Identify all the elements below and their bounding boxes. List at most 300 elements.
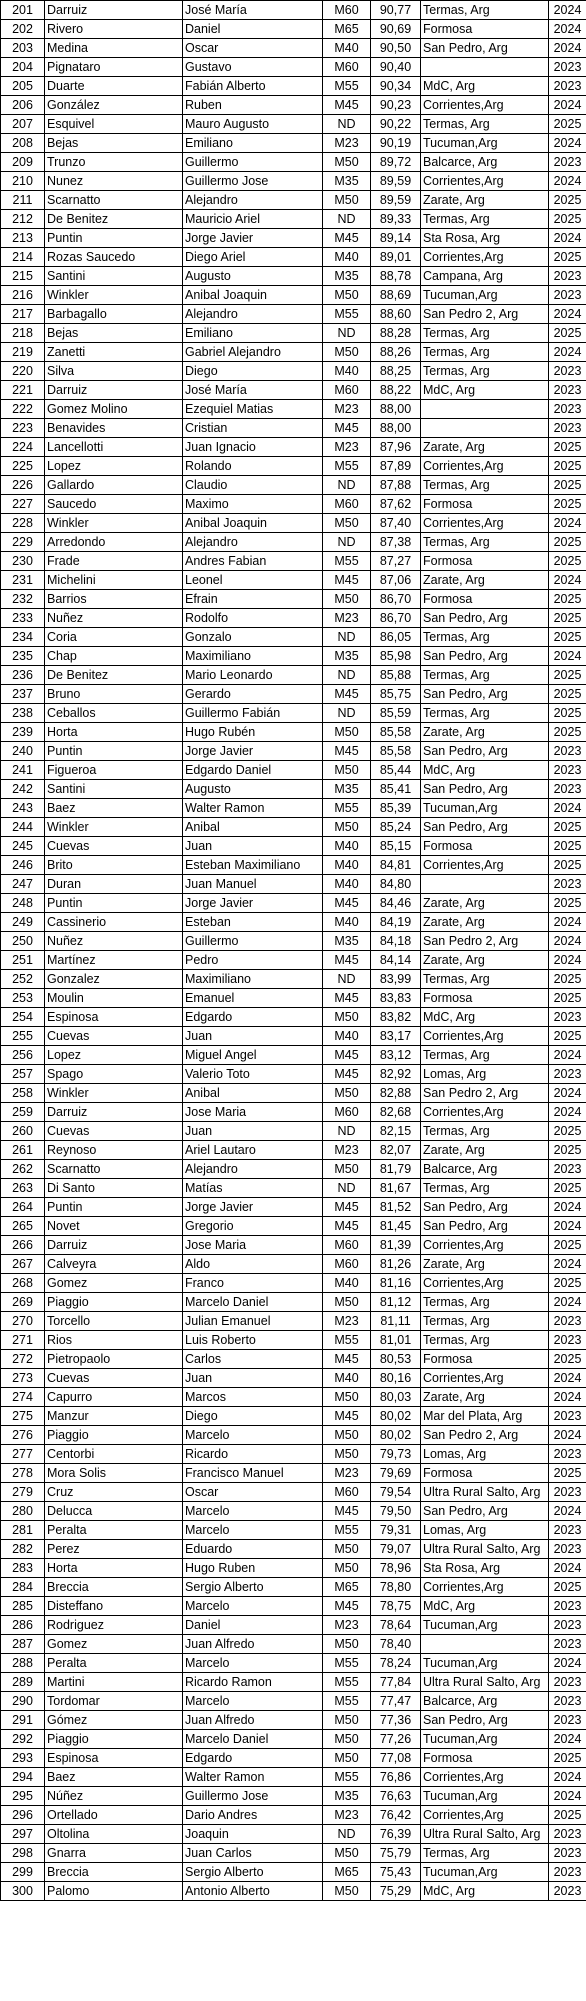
surname-cell: De Benitez: [45, 666, 183, 685]
first-name-cell: Mauro Augusto: [183, 115, 323, 134]
table-row: [1, 1692, 586, 1711]
location-cell: Lomas, Arg: [421, 1445, 549, 1464]
rank-cell: 283: [1, 1559, 45, 1578]
location-cell: Lomas, Arg: [421, 1065, 549, 1084]
surname-cell: Winkler: [45, 286, 183, 305]
year-cell: 2023: [549, 1331, 586, 1350]
year-cell: 2023: [549, 1616, 586, 1635]
table-row: [1, 647, 586, 666]
location-cell: Formosa: [421, 1749, 549, 1768]
surname-cell: Delucca: [45, 1502, 183, 1521]
surname-cell: Nuñez: [45, 609, 183, 628]
location-cell: MdC, Arg: [421, 77, 549, 96]
first-name-cell: Diego: [183, 1407, 323, 1426]
category-cell: M55: [323, 305, 371, 324]
rank-cell: 266: [1, 1236, 45, 1255]
category-cell: M45: [323, 419, 371, 438]
first-name-cell: Anibal Joaquin: [183, 286, 323, 305]
category-cell: M50: [323, 1730, 371, 1749]
year-cell: 2023: [549, 1882, 586, 1901]
location-cell: Ultra Rural Salto, Arg: [421, 1483, 549, 1502]
table-row: [1, 58, 586, 77]
table-row: [1, 1882, 586, 1901]
score-cell: 90,23: [371, 96, 421, 115]
year-cell: 2023: [549, 381, 586, 400]
rank-cell: 261: [1, 1141, 45, 1160]
rank-cell: 249: [1, 913, 45, 932]
score-cell: 84,46: [371, 894, 421, 913]
category-cell: M50: [323, 1084, 371, 1103]
category-cell: M40: [323, 39, 371, 58]
table-row: [1, 1426, 586, 1445]
location-cell: Balcarce, Arg: [421, 1692, 549, 1711]
first-name-cell: Gerardo: [183, 685, 323, 704]
location-cell: Sta Rosa, Arg: [421, 229, 549, 248]
surname-cell: Piaggio: [45, 1730, 183, 1749]
rank-cell: 207: [1, 115, 45, 134]
table-row: [1, 552, 586, 571]
category-cell: ND: [323, 1825, 371, 1844]
year-cell: 2025: [549, 856, 586, 875]
surname-cell: Cuevas: [45, 1027, 183, 1046]
location-cell: Termas, Arg: [421, 533, 549, 552]
table-row: [1, 571, 586, 590]
table-row: [1, 77, 586, 96]
surname-cell: Arredondo: [45, 533, 183, 552]
score-cell: 81,11: [371, 1312, 421, 1331]
score-cell: 90,50: [371, 39, 421, 58]
table-row: [1, 723, 586, 742]
category-cell: M40: [323, 248, 371, 267]
location-cell: Corrientes,Arg: [421, 1236, 549, 1255]
surname-cell: Rozas Saucedo: [45, 248, 183, 267]
first-name-cell: Mario Leonardo: [183, 666, 323, 685]
score-cell: 87,06: [371, 571, 421, 590]
first-name-cell: Alejandro: [183, 191, 323, 210]
surname-cell: Scarnatto: [45, 1160, 183, 1179]
rank-cell: 223: [1, 419, 45, 438]
rank-cell: 230: [1, 552, 45, 571]
first-name-cell: Franco: [183, 1274, 323, 1293]
first-name-cell: Jose Maria: [183, 1103, 323, 1122]
location-cell: San Pedro 2, Arg: [421, 932, 549, 951]
score-cell: 88,69: [371, 286, 421, 305]
category-cell: M45: [323, 1350, 371, 1369]
rank-cell: 292: [1, 1730, 45, 1749]
category-cell: M55: [323, 1673, 371, 1692]
rank-cell: 250: [1, 932, 45, 951]
category-cell: M50: [323, 1388, 371, 1407]
category-cell: M45: [323, 96, 371, 115]
first-name-cell: Edgardo: [183, 1008, 323, 1027]
category-cell: M50: [323, 1008, 371, 1027]
surname-cell: Breccia: [45, 1578, 183, 1597]
location-cell: Corrientes,Arg: [421, 1027, 549, 1046]
first-name-cell: Marcelo: [183, 1502, 323, 1521]
location-cell: San Pedro, Arg: [421, 742, 549, 761]
table-row: [1, 1198, 586, 1217]
first-name-cell: Walter Ramon: [183, 799, 323, 818]
first-name-cell: Miguel Angel: [183, 1046, 323, 1065]
category-cell: M23: [323, 1616, 371, 1635]
year-cell: 2023: [549, 1483, 586, 1502]
score-cell: 84,18: [371, 932, 421, 951]
surname-cell: Santini: [45, 780, 183, 799]
table-row: [1, 1179, 586, 1198]
surname-cell: Baez: [45, 1768, 183, 1787]
location-cell: Termas, Arg: [421, 704, 549, 723]
year-cell: 2025: [549, 476, 586, 495]
first-name-cell: Maximo: [183, 495, 323, 514]
rank-cell: 282: [1, 1540, 45, 1559]
category-cell: M23: [323, 1312, 371, 1331]
surname-cell: Winkler: [45, 818, 183, 837]
rank-cell: 278: [1, 1464, 45, 1483]
year-cell: 2023: [549, 286, 586, 305]
table-row: [1, 1768, 586, 1787]
table-row: [1, 1369, 586, 1388]
table-row: [1, 932, 586, 951]
location-cell: San Pedro, Arg: [421, 780, 549, 799]
first-name-cell: Francisco Manuel: [183, 1464, 323, 1483]
category-cell: ND: [323, 970, 371, 989]
year-cell: 2023: [549, 875, 586, 894]
location-cell: San Pedro, Arg: [421, 39, 549, 58]
year-cell: 2023: [549, 761, 586, 780]
surname-cell: Di Santo: [45, 1179, 183, 1198]
surname-cell: Duarte: [45, 77, 183, 96]
first-name-cell: Sergio Alberto: [183, 1578, 323, 1597]
table-row: [1, 1597, 586, 1616]
rank-cell: 273: [1, 1369, 45, 1388]
location-cell: Zarate, Arg: [421, 723, 549, 742]
surname-cell: Duran: [45, 875, 183, 894]
surname-cell: Bruno: [45, 685, 183, 704]
table-row: [1, 989, 586, 1008]
table-row: [1, 1787, 586, 1806]
rank-cell: 290: [1, 1692, 45, 1711]
surname-cell: Bejas: [45, 324, 183, 343]
first-name-cell: Carlos: [183, 1350, 323, 1369]
rank-cell: 265: [1, 1217, 45, 1236]
year-cell: 2023: [549, 1825, 586, 1844]
surname-cell: Darruiz: [45, 1236, 183, 1255]
table-row: [1, 1654, 586, 1673]
year-cell: 2024: [549, 20, 586, 39]
year-cell: 2025: [549, 248, 586, 267]
year-cell: 2025: [549, 115, 586, 134]
year-cell: 2023: [549, 419, 586, 438]
table-row: [1, 1806, 586, 1825]
year-cell: 2024: [549, 1198, 586, 1217]
score-cell: 81,26: [371, 1255, 421, 1274]
table-row: [1, 1, 586, 20]
surname-cell: Manzur: [45, 1407, 183, 1426]
rank-cell: 289: [1, 1673, 45, 1692]
score-cell: 83,82: [371, 1008, 421, 1027]
table-row: [1, 1103, 586, 1122]
surname-cell: Cuevas: [45, 1122, 183, 1141]
first-name-cell: Ricardo: [183, 1445, 323, 1464]
surname-cell: Reynoso: [45, 1141, 183, 1160]
year-cell: 2025: [549, 590, 586, 609]
category-cell: M50: [323, 514, 371, 533]
category-cell: M50: [323, 1160, 371, 1179]
table-row: [1, 1388, 586, 1407]
year-cell: 2024: [549, 514, 586, 533]
category-cell: M50: [323, 1749, 371, 1768]
year-cell: 2024: [549, 1502, 586, 1521]
surname-cell: Lancellotti: [45, 438, 183, 457]
category-cell: ND: [323, 324, 371, 343]
location-cell: Termas, Arg: [421, 210, 549, 229]
score-cell: 86,70: [371, 590, 421, 609]
location-cell: Zarate, Arg: [421, 913, 549, 932]
table-row: [1, 1464, 586, 1483]
score-cell: 88,25: [371, 362, 421, 381]
rank-cell: 248: [1, 894, 45, 913]
year-cell: 2024: [549, 913, 586, 932]
year-cell: 2023: [549, 58, 586, 77]
location-cell: Ultra Rural Salto, Arg: [421, 1673, 549, 1692]
category-cell: ND: [323, 1122, 371, 1141]
location-cell: Termas, Arg: [421, 970, 549, 989]
location-cell: MdC, Arg: [421, 1008, 549, 1027]
score-cell: 80,03: [371, 1388, 421, 1407]
first-name-cell: Juan Alfredo: [183, 1711, 323, 1730]
first-name-cell: Marcelo Daniel: [183, 1730, 323, 1749]
year-cell: 2023: [549, 77, 586, 96]
table-row: [1, 704, 586, 723]
first-name-cell: Guillermo: [183, 153, 323, 172]
category-cell: M35: [323, 1787, 371, 1806]
score-cell: 80,02: [371, 1426, 421, 1445]
table-row: [1, 1749, 586, 1768]
location-cell: Balcarce, Arg: [421, 153, 549, 172]
rank-cell: 244: [1, 818, 45, 837]
score-cell: 77,08: [371, 1749, 421, 1768]
score-cell: 87,89: [371, 457, 421, 476]
rank-cell: 221: [1, 381, 45, 400]
score-cell: 84,19: [371, 913, 421, 932]
rank-cell: 241: [1, 761, 45, 780]
location-cell: Formosa: [421, 552, 549, 571]
table-body: [1, 1, 586, 1901]
score-cell: 76,63: [371, 1787, 421, 1806]
surname-cell: Benavides: [45, 419, 183, 438]
surname-cell: Ortellado: [45, 1806, 183, 1825]
first-name-cell: Daniel: [183, 20, 323, 39]
surname-cell: Capurro: [45, 1388, 183, 1407]
score-cell: 78,96: [371, 1559, 421, 1578]
first-name-cell: Pedro: [183, 951, 323, 970]
location-cell: [421, 58, 549, 77]
rank-cell: 226: [1, 476, 45, 495]
surname-cell: Gomez: [45, 1274, 183, 1293]
year-cell: 2023: [549, 742, 586, 761]
table-row: [1, 1236, 586, 1255]
surname-cell: Rivero: [45, 20, 183, 39]
year-cell: 2025: [549, 1806, 586, 1825]
location-cell: Zarate, Arg: [421, 951, 549, 970]
table-row: [1, 1445, 586, 1464]
location-cell: Corrientes,Arg: [421, 514, 549, 533]
year-cell: 2024: [549, 1084, 586, 1103]
table-row: [1, 343, 586, 362]
rank-cell: 285: [1, 1597, 45, 1616]
surname-cell: Cruz: [45, 1483, 183, 1502]
rank-cell: 252: [1, 970, 45, 989]
location-cell: Corrientes,Arg: [421, 1768, 549, 1787]
first-name-cell: Marcelo: [183, 1521, 323, 1540]
year-cell: 2024: [549, 1559, 586, 1578]
score-cell: 88,22: [371, 381, 421, 400]
location-cell: Tucuman,Arg: [421, 1730, 549, 1749]
year-cell: 2023: [549, 1863, 586, 1882]
location-cell: Formosa: [421, 837, 549, 856]
score-cell: 77,26: [371, 1730, 421, 1749]
surname-cell: Figueroa: [45, 761, 183, 780]
table-row: [1, 1673, 586, 1692]
first-name-cell: Hugo Ruben: [183, 1559, 323, 1578]
year-cell: 2023: [549, 1160, 586, 1179]
rank-cell: 277: [1, 1445, 45, 1464]
category-cell: M40: [323, 362, 371, 381]
category-cell: M40: [323, 1274, 371, 1293]
rank-cell: 239: [1, 723, 45, 742]
rank-cell: 206: [1, 96, 45, 115]
first-name-cell: Diego: [183, 362, 323, 381]
table-row: [1, 400, 586, 419]
score-cell: 80,02: [371, 1407, 421, 1426]
rank-cell: 276: [1, 1426, 45, 1445]
rank-cell: 247: [1, 875, 45, 894]
table-row: [1, 1350, 586, 1369]
score-cell: 80,53: [371, 1350, 421, 1369]
surname-cell: Espinosa: [45, 1749, 183, 1768]
location-cell: Termas, Arg: [421, 343, 549, 362]
first-name-cell: Augusto: [183, 267, 323, 286]
rank-cell: 280: [1, 1502, 45, 1521]
rank-cell: 279: [1, 1483, 45, 1502]
rank-cell: 255: [1, 1027, 45, 1046]
first-name-cell: Marcelo: [183, 1597, 323, 1616]
year-cell: 2025: [549, 1122, 586, 1141]
first-name-cell: Emiliano: [183, 134, 323, 153]
category-cell: M23: [323, 438, 371, 457]
score-cell: 89,59: [371, 172, 421, 191]
table-row: [1, 799, 586, 818]
first-name-cell: Dario Andres: [183, 1806, 323, 1825]
location-cell: Corrientes,Arg: [421, 856, 549, 875]
year-cell: 2024: [549, 951, 586, 970]
year-cell: 2024: [549, 134, 586, 153]
year-cell: 2024: [549, 305, 586, 324]
rank-cell: 208: [1, 134, 45, 153]
table-row: [1, 685, 586, 704]
rank-cell: 227: [1, 495, 45, 514]
category-cell: M65: [323, 20, 371, 39]
first-name-cell: Jorge Javier: [183, 1198, 323, 1217]
category-cell: M50: [323, 590, 371, 609]
location-cell: Formosa: [421, 989, 549, 1008]
year-cell: 2024: [549, 1293, 586, 1312]
score-cell: 89,01: [371, 248, 421, 267]
score-cell: 78,40: [371, 1635, 421, 1654]
category-cell: M55: [323, 799, 371, 818]
table-row: [1, 1141, 586, 1160]
location-cell: Mar del Plata, Arg: [421, 1407, 549, 1426]
table-row: [1, 1407, 586, 1426]
first-name-cell: Guillermo Fabián: [183, 704, 323, 723]
category-cell: M50: [323, 723, 371, 742]
year-cell: 2023: [549, 1673, 586, 1692]
surname-cell: Santini: [45, 267, 183, 286]
category-cell: ND: [323, 1179, 371, 1198]
table-row: [1, 381, 586, 400]
category-cell: ND: [323, 704, 371, 723]
category-cell: ND: [323, 628, 371, 647]
rank-cell: 213: [1, 229, 45, 248]
year-cell: 2025: [549, 1141, 586, 1160]
table-row: [1, 1635, 586, 1654]
surname-cell: Darruiz: [45, 1103, 183, 1122]
table-row: [1, 1122, 586, 1141]
first-name-cell: Juan Manuel: [183, 875, 323, 894]
first-name-cell: Marcelo: [183, 1692, 323, 1711]
score-cell: 87,96: [371, 438, 421, 457]
rank-cell: 291: [1, 1711, 45, 1730]
year-cell: 2023: [549, 1008, 586, 1027]
first-name-cell: Claudio: [183, 476, 323, 495]
category-cell: M45: [323, 894, 371, 913]
category-cell: M50: [323, 1844, 371, 1863]
table-row: [1, 1711, 586, 1730]
score-cell: 81,52: [371, 1198, 421, 1217]
first-name-cell: Jorge Javier: [183, 229, 323, 248]
rank-cell: 203: [1, 39, 45, 58]
first-name-cell: Aldo: [183, 1255, 323, 1274]
first-name-cell: Emiliano: [183, 324, 323, 343]
location-cell: San Pedro, Arg: [421, 609, 549, 628]
table-row: [1, 1084, 586, 1103]
surname-cell: Scarnatto: [45, 191, 183, 210]
rank-cell: 235: [1, 647, 45, 666]
score-cell: 77,36: [371, 1711, 421, 1730]
score-cell: 90,40: [371, 58, 421, 77]
year-cell: 2025: [549, 837, 586, 856]
category-cell: M45: [323, 742, 371, 761]
score-cell: 89,59: [371, 191, 421, 210]
first-name-cell: Esteban: [183, 913, 323, 932]
surname-cell: Novet: [45, 1217, 183, 1236]
first-name-cell: Oscar: [183, 39, 323, 58]
first-name-cell: Juan: [183, 1122, 323, 1141]
rank-cell: 240: [1, 742, 45, 761]
rank-cell: 211: [1, 191, 45, 210]
location-cell: Corrientes,Arg: [421, 1806, 549, 1825]
surname-cell: Darruiz: [45, 381, 183, 400]
table-row: [1, 780, 586, 799]
table-row: [1, 837, 586, 856]
location-cell: Tucuman,Arg: [421, 1654, 549, 1673]
year-cell: 2025: [549, 894, 586, 913]
rank-cell: 209: [1, 153, 45, 172]
table-row: [1, 742, 586, 761]
location-cell: Balcarce, Arg: [421, 1160, 549, 1179]
table-row: [1, 533, 586, 552]
location-cell: MdC, Arg: [421, 761, 549, 780]
